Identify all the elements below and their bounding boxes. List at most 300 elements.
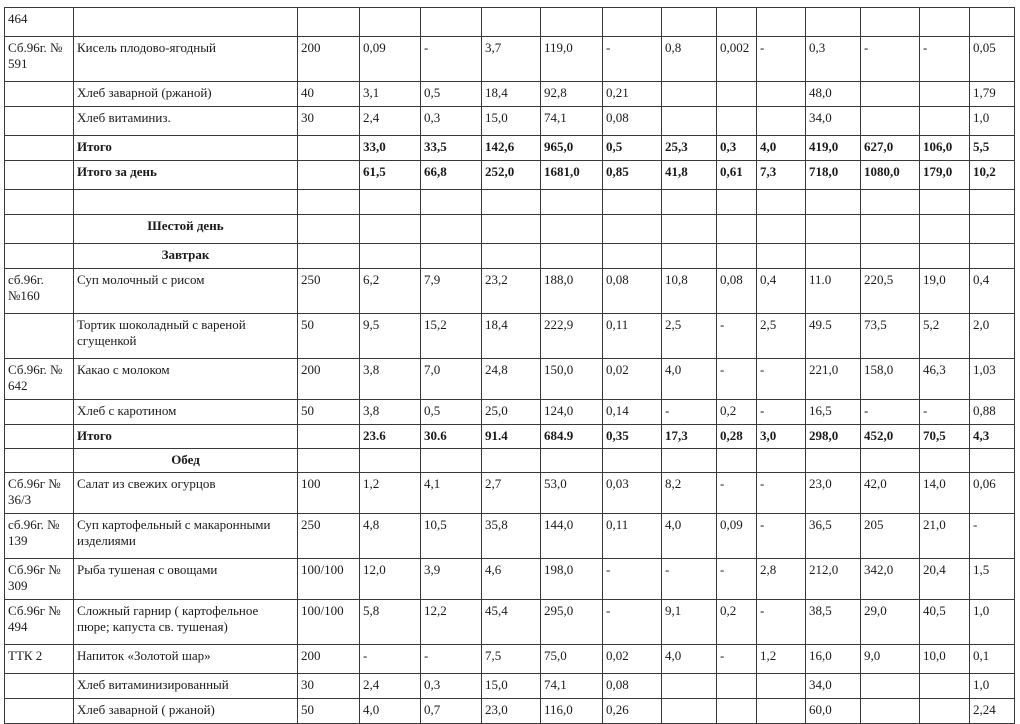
value-cell: 48,0 bbox=[806, 82, 861, 107]
value-cell: 23,0 bbox=[482, 699, 541, 724]
table-row bbox=[5, 514, 1015, 559]
value-cell: 4,0 bbox=[662, 514, 717, 559]
value-cell: 12,0 bbox=[360, 559, 421, 600]
value-cell: - bbox=[717, 473, 757, 514]
value-cell: 3,0 bbox=[757, 425, 806, 449]
value-cell: 4,8 bbox=[360, 514, 421, 559]
recipe-ref-cell: Сб.96г. № 591 bbox=[5, 37, 74, 82]
value-cell: - bbox=[757, 514, 806, 559]
value-cell bbox=[662, 107, 717, 136]
value-cell: 7,5 bbox=[482, 645, 541, 674]
dish-name-cell: Хлеб с каротином bbox=[74, 400, 298, 425]
value-cell: 116,0 bbox=[541, 699, 603, 724]
value-cell: 2,8 bbox=[757, 559, 806, 600]
value-cell bbox=[861, 190, 920, 215]
value-cell: 74,1 bbox=[541, 107, 603, 136]
value-cell bbox=[360, 190, 421, 215]
value-cell bbox=[920, 674, 970, 699]
value-cell bbox=[603, 190, 662, 215]
value-cell: 7,0 bbox=[421, 359, 482, 400]
value-cell: - bbox=[757, 473, 806, 514]
value-cell: - bbox=[603, 37, 662, 82]
value-cell: - bbox=[861, 37, 920, 82]
value-cell bbox=[920, 8, 970, 37]
table-row bbox=[5, 82, 1015, 107]
value-cell bbox=[717, 244, 757, 269]
value-cell bbox=[421, 190, 482, 215]
table-row bbox=[5, 559, 1015, 600]
value-cell: 1,0 bbox=[970, 674, 1015, 699]
value-cell bbox=[541, 8, 603, 37]
value-cell: 1,2 bbox=[757, 645, 806, 674]
value-cell: 23,0 bbox=[806, 473, 861, 514]
value-cell: 4,0 bbox=[360, 699, 421, 724]
value-cell: - bbox=[861, 400, 920, 425]
dish-name-cell: Напиток «Золотой шар» bbox=[74, 645, 298, 674]
value-cell bbox=[757, 449, 806, 473]
value-cell: 50 bbox=[298, 699, 360, 724]
recipe-ref-cell: Сб.96г № 36/3 bbox=[5, 473, 74, 514]
value-cell: 66,8 bbox=[421, 161, 482, 190]
table-row bbox=[5, 37, 1015, 82]
value-cell: - bbox=[662, 400, 717, 425]
value-cell: 1,5 bbox=[970, 559, 1015, 600]
table-row bbox=[5, 473, 1015, 514]
value-cell: - bbox=[717, 645, 757, 674]
recipe-ref-cell: сб.96г. № 139 bbox=[5, 514, 74, 559]
total-row bbox=[5, 161, 1015, 190]
value-cell bbox=[662, 449, 717, 473]
value-cell bbox=[360, 8, 421, 37]
value-cell: 40 bbox=[298, 82, 360, 107]
value-cell bbox=[662, 8, 717, 37]
recipe-ref-cell bbox=[5, 107, 74, 136]
value-cell bbox=[717, 107, 757, 136]
value-cell bbox=[970, 190, 1015, 215]
value-cell bbox=[757, 215, 806, 244]
dish-name-cell: Какао с молоком bbox=[74, 359, 298, 400]
value-cell: 33,0 bbox=[360, 136, 421, 161]
value-cell: 45,4 bbox=[482, 600, 541, 645]
value-cell: 10,2 bbox=[970, 161, 1015, 190]
value-cell: - bbox=[603, 559, 662, 600]
value-cell bbox=[541, 244, 603, 269]
value-cell: 221,0 bbox=[806, 359, 861, 400]
value-cell bbox=[861, 449, 920, 473]
value-cell: 16,5 bbox=[806, 400, 861, 425]
value-cell: 0,02 bbox=[603, 645, 662, 674]
value-cell: 2,7 bbox=[482, 473, 541, 514]
value-cell: 73,5 bbox=[861, 314, 920, 359]
recipe-ref-cell bbox=[5, 190, 74, 215]
value-cell: 17,3 bbox=[662, 425, 717, 449]
value-cell bbox=[662, 244, 717, 269]
value-cell: 298,0 bbox=[806, 425, 861, 449]
value-cell: 4,0 bbox=[662, 359, 717, 400]
value-cell bbox=[298, 425, 360, 449]
table-row bbox=[5, 674, 1015, 699]
value-cell bbox=[806, 244, 861, 269]
value-cell: 0,8 bbox=[662, 37, 717, 82]
value-cell bbox=[360, 449, 421, 473]
value-cell: 15,2 bbox=[421, 314, 482, 359]
value-cell: 34,0 bbox=[806, 107, 861, 136]
value-cell: 0,4 bbox=[757, 269, 806, 314]
value-cell: - bbox=[920, 400, 970, 425]
value-cell: 49.5 bbox=[806, 314, 861, 359]
value-cell bbox=[662, 674, 717, 699]
value-cell: 0,05 bbox=[970, 37, 1015, 82]
value-cell bbox=[806, 8, 861, 37]
value-cell: 10,8 bbox=[662, 269, 717, 314]
value-cell bbox=[757, 107, 806, 136]
section-title-row bbox=[5, 215, 1015, 244]
value-cell: 0,3 bbox=[421, 674, 482, 699]
value-cell: 3,8 bbox=[360, 359, 421, 400]
menu-table-body bbox=[5, 8, 1015, 724]
value-cell: 100/100 bbox=[298, 600, 360, 645]
value-cell bbox=[298, 161, 360, 190]
value-cell bbox=[806, 190, 861, 215]
value-cell bbox=[662, 215, 717, 244]
value-cell: 3,7 bbox=[482, 37, 541, 82]
value-cell: 0,11 bbox=[603, 314, 662, 359]
value-cell: 0,1 bbox=[970, 645, 1015, 674]
value-cell: 18,4 bbox=[482, 82, 541, 107]
value-cell: - bbox=[757, 400, 806, 425]
value-cell: 30 bbox=[298, 674, 360, 699]
value-cell bbox=[482, 190, 541, 215]
dish-name-cell: Салат из свежих огурцов bbox=[74, 473, 298, 514]
table-row bbox=[5, 400, 1015, 425]
value-cell: - bbox=[360, 645, 421, 674]
value-cell: 200 bbox=[298, 37, 360, 82]
value-cell: 212,0 bbox=[806, 559, 861, 600]
value-cell: 2,4 bbox=[360, 107, 421, 136]
value-cell bbox=[603, 8, 662, 37]
value-cell: 200 bbox=[298, 359, 360, 400]
value-cell: 1,0 bbox=[970, 107, 1015, 136]
value-cell: 29,0 bbox=[861, 600, 920, 645]
value-cell: - bbox=[920, 37, 970, 82]
value-cell bbox=[861, 244, 920, 269]
value-cell: 0,06 bbox=[970, 473, 1015, 514]
value-cell bbox=[603, 244, 662, 269]
recipe-ref-cell bbox=[5, 161, 74, 190]
value-cell bbox=[298, 449, 360, 473]
value-cell bbox=[861, 82, 920, 107]
value-cell: 53,0 bbox=[541, 473, 603, 514]
value-cell: 1080,0 bbox=[861, 161, 920, 190]
value-cell: 627,0 bbox=[861, 136, 920, 161]
recipe-ref-cell bbox=[5, 425, 74, 449]
value-cell: 23.6 bbox=[360, 425, 421, 449]
dish-name-cell bbox=[74, 190, 298, 215]
value-cell bbox=[717, 190, 757, 215]
value-cell: 452,0 bbox=[861, 425, 920, 449]
value-cell bbox=[861, 674, 920, 699]
value-cell bbox=[717, 8, 757, 37]
recipe-ref-cell: Сб.96г. № 642 bbox=[5, 359, 74, 400]
value-cell: 1,2 bbox=[360, 473, 421, 514]
table-row bbox=[5, 359, 1015, 400]
value-cell: 21,0 bbox=[920, 514, 970, 559]
dish-name-cell: Итого bbox=[74, 136, 298, 161]
value-cell: 34,0 bbox=[806, 674, 861, 699]
value-cell bbox=[541, 215, 603, 244]
value-cell: 40,5 bbox=[920, 600, 970, 645]
recipe-ref-cell: 464 bbox=[5, 8, 74, 37]
value-cell: 1681,0 bbox=[541, 161, 603, 190]
value-cell: 91.4 bbox=[482, 425, 541, 449]
value-cell: - bbox=[757, 600, 806, 645]
value-cell bbox=[298, 190, 360, 215]
total-row bbox=[5, 136, 1015, 161]
value-cell: 10,5 bbox=[421, 514, 482, 559]
value-cell: 38,5 bbox=[806, 600, 861, 645]
dish-name-cell: Хлеб заварной (ржаной) bbox=[74, 82, 298, 107]
value-cell: - bbox=[970, 514, 1015, 559]
value-cell: 25,0 bbox=[482, 400, 541, 425]
table-row bbox=[5, 645, 1015, 674]
table-row bbox=[5, 269, 1015, 314]
value-cell: 0,61 bbox=[717, 161, 757, 190]
value-cell bbox=[861, 215, 920, 244]
value-cell bbox=[970, 8, 1015, 37]
value-cell: 4,6 bbox=[482, 559, 541, 600]
dish-name-cell: Шестой день bbox=[74, 215, 298, 244]
value-cell bbox=[360, 215, 421, 244]
value-cell: 35,8 bbox=[482, 514, 541, 559]
value-cell: 92,8 bbox=[541, 82, 603, 107]
value-cell bbox=[662, 190, 717, 215]
value-cell: 8,2 bbox=[662, 473, 717, 514]
value-cell: 0,35 bbox=[603, 425, 662, 449]
value-cell: 250 bbox=[298, 269, 360, 314]
value-cell: 342,0 bbox=[861, 559, 920, 600]
value-cell bbox=[920, 215, 970, 244]
dish-name-cell: Кисель плодово-ягодный bbox=[74, 37, 298, 82]
value-cell bbox=[861, 699, 920, 724]
value-cell: 100 bbox=[298, 473, 360, 514]
value-cell: 2,4 bbox=[360, 674, 421, 699]
value-cell: 0,03 bbox=[603, 473, 662, 514]
value-cell: 250 bbox=[298, 514, 360, 559]
dish-name-cell: Сложный гарнир ( картофельное пюре; капуста св. тушеная) bbox=[74, 600, 298, 645]
value-cell bbox=[757, 82, 806, 107]
value-cell: 14,0 bbox=[920, 473, 970, 514]
value-cell bbox=[298, 136, 360, 161]
value-cell: 295,0 bbox=[541, 600, 603, 645]
dish-name-cell: Хлеб витаминизированный bbox=[74, 674, 298, 699]
value-cell bbox=[717, 674, 757, 699]
value-cell: 198,0 bbox=[541, 559, 603, 600]
value-cell bbox=[757, 674, 806, 699]
table-row bbox=[5, 314, 1015, 359]
table-row bbox=[5, 190, 1015, 215]
value-cell: 9,0 bbox=[861, 645, 920, 674]
value-cell: 1,79 bbox=[970, 82, 1015, 107]
dish-name-cell: Итого bbox=[74, 425, 298, 449]
value-cell: 142,6 bbox=[482, 136, 541, 161]
value-cell bbox=[421, 244, 482, 269]
value-cell: 50 bbox=[298, 314, 360, 359]
value-cell: 158,0 bbox=[861, 359, 920, 400]
value-cell bbox=[920, 107, 970, 136]
value-cell: 15,0 bbox=[482, 674, 541, 699]
value-cell: 124,0 bbox=[541, 400, 603, 425]
value-cell: - bbox=[757, 359, 806, 400]
value-cell: 0,08 bbox=[717, 269, 757, 314]
value-cell bbox=[421, 215, 482, 244]
value-cell: 0,3 bbox=[806, 37, 861, 82]
value-cell: 0,5 bbox=[421, 400, 482, 425]
value-cell: 0,08 bbox=[603, 674, 662, 699]
value-cell bbox=[662, 82, 717, 107]
value-cell: 220,5 bbox=[861, 269, 920, 314]
value-cell: 144,0 bbox=[541, 514, 603, 559]
value-cell: 2,5 bbox=[757, 314, 806, 359]
value-cell bbox=[920, 449, 970, 473]
total-row bbox=[5, 425, 1015, 449]
value-cell bbox=[298, 244, 360, 269]
value-cell bbox=[541, 190, 603, 215]
value-cell: 200 bbox=[298, 645, 360, 674]
value-cell: 0,08 bbox=[603, 107, 662, 136]
value-cell: 179,0 bbox=[920, 161, 970, 190]
table-row bbox=[5, 600, 1015, 645]
value-cell: 50 bbox=[298, 400, 360, 425]
value-cell bbox=[806, 449, 861, 473]
table-row bbox=[5, 107, 1015, 136]
value-cell: 1,0 bbox=[970, 600, 1015, 645]
value-cell bbox=[421, 8, 482, 37]
value-cell: 33,5 bbox=[421, 136, 482, 161]
value-cell: 684.9 bbox=[541, 425, 603, 449]
value-cell: 75,0 bbox=[541, 645, 603, 674]
value-cell: - bbox=[717, 359, 757, 400]
value-cell: 4,3 bbox=[970, 425, 1015, 449]
value-cell: 23,2 bbox=[482, 269, 541, 314]
value-cell bbox=[861, 8, 920, 37]
value-cell: - bbox=[603, 600, 662, 645]
recipe-ref-cell bbox=[5, 674, 74, 699]
recipe-ref-cell bbox=[5, 244, 74, 269]
value-cell: 0,08 bbox=[603, 269, 662, 314]
value-cell: - bbox=[421, 645, 482, 674]
value-cell bbox=[717, 699, 757, 724]
value-cell bbox=[757, 244, 806, 269]
value-cell: 46,3 bbox=[920, 359, 970, 400]
recipe-ref-cell bbox=[5, 215, 74, 244]
value-cell: - bbox=[717, 314, 757, 359]
value-cell: - bbox=[662, 559, 717, 600]
value-cell: 2,5 bbox=[662, 314, 717, 359]
recipe-ref-cell: сб.96г. №160 bbox=[5, 269, 74, 314]
value-cell: 42,0 bbox=[861, 473, 920, 514]
value-cell: 5,2 bbox=[920, 314, 970, 359]
value-cell: 30.6 bbox=[421, 425, 482, 449]
value-cell bbox=[662, 699, 717, 724]
value-cell bbox=[920, 244, 970, 269]
value-cell: 20,4 bbox=[920, 559, 970, 600]
value-cell: 3,9 bbox=[421, 559, 482, 600]
value-cell: 0,09 bbox=[360, 37, 421, 82]
recipe-ref-cell bbox=[5, 400, 74, 425]
value-cell: 0,2 bbox=[717, 600, 757, 645]
value-cell: 12,2 bbox=[421, 600, 482, 645]
value-cell: - bbox=[757, 37, 806, 82]
value-cell: 2,24 bbox=[970, 699, 1015, 724]
value-cell: 9,5 bbox=[360, 314, 421, 359]
dish-name-cell: Тортик шоколадный с вареной сгущенкой bbox=[74, 314, 298, 359]
dish-name-cell: Рыба тушеная с овощами bbox=[74, 559, 298, 600]
value-cell bbox=[757, 8, 806, 37]
value-cell: 18,4 bbox=[482, 314, 541, 359]
value-cell: 24,8 bbox=[482, 359, 541, 400]
value-cell: 4,0 bbox=[662, 645, 717, 674]
value-cell: 222,9 bbox=[541, 314, 603, 359]
value-cell bbox=[603, 449, 662, 473]
value-cell bbox=[861, 107, 920, 136]
value-cell: 188,0 bbox=[541, 269, 603, 314]
value-cell: 6,2 bbox=[360, 269, 421, 314]
value-cell: 7,3 bbox=[757, 161, 806, 190]
value-cell: 1,03 bbox=[970, 359, 1015, 400]
value-cell: 0,4 bbox=[970, 269, 1015, 314]
value-cell bbox=[717, 215, 757, 244]
value-cell: 3,1 bbox=[360, 82, 421, 107]
value-cell: 0,2 bbox=[717, 400, 757, 425]
recipe-ref-cell bbox=[5, 699, 74, 724]
value-cell: 5,8 bbox=[360, 600, 421, 645]
value-cell: 19,0 bbox=[920, 269, 970, 314]
value-cell: 15,0 bbox=[482, 107, 541, 136]
value-cell: 419,0 bbox=[806, 136, 861, 161]
value-cell: 106,0 bbox=[920, 136, 970, 161]
value-cell: 150,0 bbox=[541, 359, 603, 400]
recipe-ref-cell bbox=[5, 136, 74, 161]
value-cell bbox=[360, 244, 421, 269]
value-cell: 4,0 bbox=[757, 136, 806, 161]
menu-table bbox=[4, 7, 1015, 724]
value-cell bbox=[298, 215, 360, 244]
value-cell: - bbox=[717, 559, 757, 600]
value-cell: 5,5 bbox=[970, 136, 1015, 161]
value-cell bbox=[298, 8, 360, 37]
value-cell bbox=[482, 244, 541, 269]
dish-name-cell: Суп картофельный с макаронными изделиями bbox=[74, 514, 298, 559]
value-cell: 0,11 bbox=[603, 514, 662, 559]
value-cell: 7,9 bbox=[421, 269, 482, 314]
value-cell: 0,28 bbox=[717, 425, 757, 449]
dish-name-cell: Обед bbox=[74, 449, 298, 473]
value-cell bbox=[970, 215, 1015, 244]
value-cell bbox=[482, 449, 541, 473]
value-cell: 0,3 bbox=[421, 107, 482, 136]
value-cell bbox=[541, 449, 603, 473]
value-cell: 0,26 bbox=[603, 699, 662, 724]
value-cell: 10,0 bbox=[920, 645, 970, 674]
value-cell: 0,5 bbox=[603, 136, 662, 161]
table-row bbox=[5, 699, 1015, 724]
value-cell: 0,02 bbox=[603, 359, 662, 400]
recipe-ref-cell bbox=[5, 449, 74, 473]
dish-name-cell: Хлеб витаминиз. bbox=[74, 107, 298, 136]
value-cell: 30 bbox=[298, 107, 360, 136]
value-cell: 3,8 bbox=[360, 400, 421, 425]
value-cell: 718,0 bbox=[806, 161, 861, 190]
